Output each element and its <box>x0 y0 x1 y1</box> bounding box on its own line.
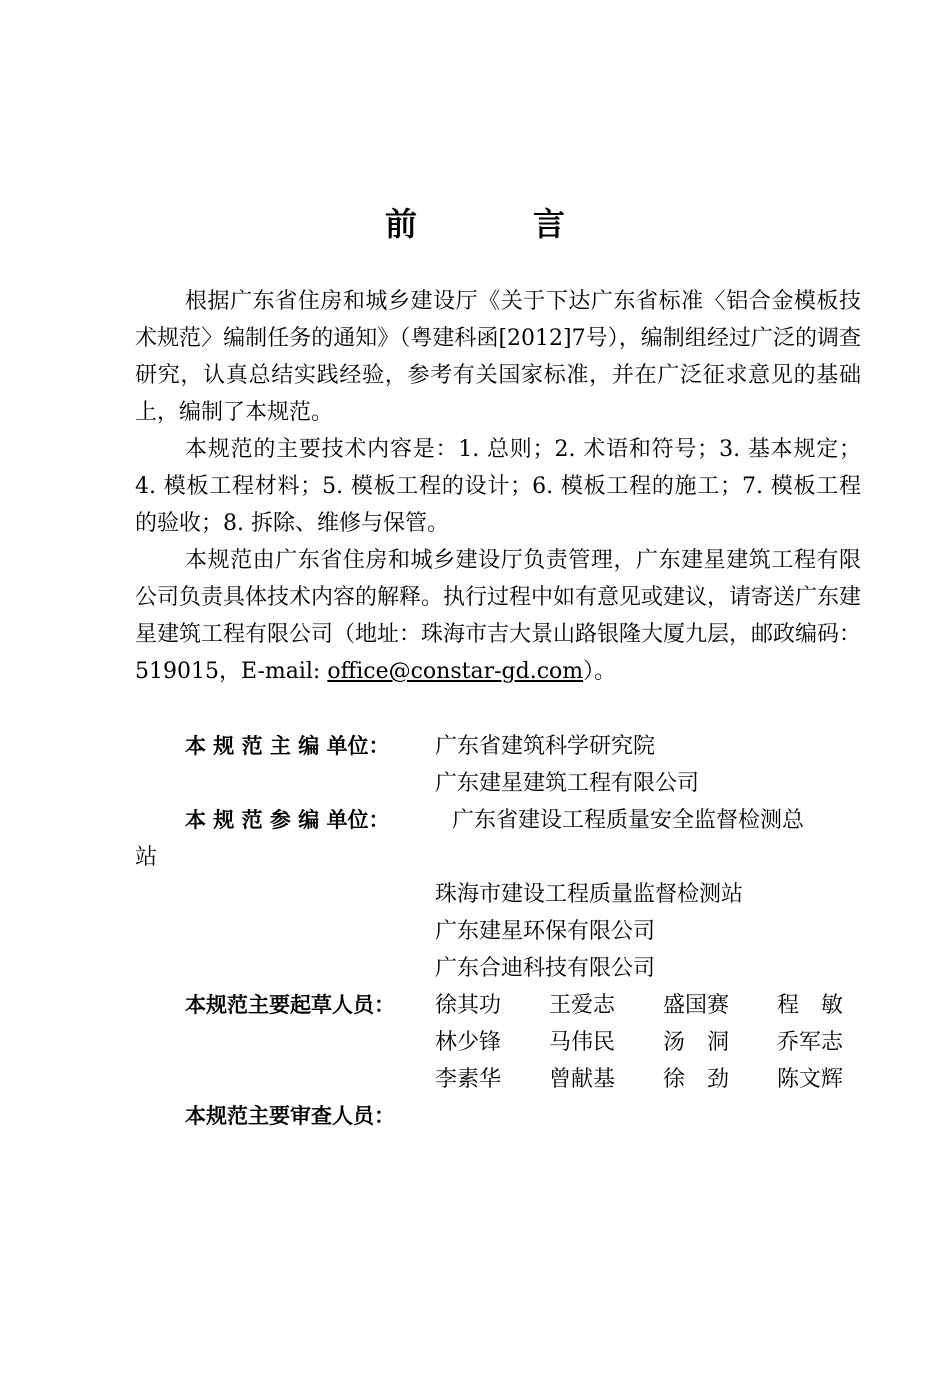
chief-editor-label: 本 规 范 主 编 单位： <box>185 734 390 758</box>
paragraph-contents: 本规范的主要技术内容是：1. 总则；2. 术语和符号；3. 基本规定；4. 模板工程材料；5. 模板工程的设计；6. 模板工程的施工；7. 模板工程的验收；8. 拆除、维修与保管。 <box>135 437 861 536</box>
participating-row <box>135 802 861 839</box>
email-link[interactable]: office@constar-gd.com <box>327 659 584 684</box>
participating-unit: 珠海市建设工程质量监督检测站 <box>435 882 744 907</box>
drafters-row <box>135 1024 861 1061</box>
drafters-names <box>435 1061 891 1098</box>
person-name: 陈文辉 <box>777 1067 844 1092</box>
drafters-names <box>435 987 891 1024</box>
participating-unit: 广东建星环保有限公司 <box>435 919 656 944</box>
drafters-names <box>435 1024 891 1061</box>
chief-editor-row <box>135 765 861 802</box>
participating-row <box>135 839 861 876</box>
chief-editor-unit: 广东建星建筑工程有限公司 <box>435 771 700 796</box>
person-name: 程 敏 <box>777 993 844 1018</box>
person-name: 曾献基 <box>549 1067 616 1092</box>
participating-unit-wrap: 站 <box>135 845 158 870</box>
paragraph-background: 根据广东省住房和城乡建设厅《关于下达广东省标准〈铝合金模板技术规范〉编制任务的通知》（粤建科函[2012]7号），编制组经过广泛的调查研究，认真总结实践经验，参考有关国家标准，并在广泛征求意见的基础上，编制了本规范。 <box>135 289 861 425</box>
person-name: 徐 劲 <box>663 1067 730 1092</box>
person-name: 乔军志 <box>777 1030 844 1055</box>
preface-body <box>135 283 861 690</box>
person-name: 徐其功 <box>435 993 502 1018</box>
person-name: 汤 洞 <box>663 1030 730 1055</box>
participating-row <box>135 950 861 987</box>
person-name: 林少锋 <box>435 1030 502 1055</box>
participating-row <box>135 876 861 913</box>
credits-section <box>135 728 861 1135</box>
paragraph-contact <box>135 542 861 690</box>
contact-text-end: ）。 <box>583 659 617 684</box>
contact-text: 本规范由广东省住房和城乡建设厅负责管理，广东建星建筑工程有限公司负责具体技术内容的解释。执行过程中如有意见或建议，请寄送广东建星建筑工程有限公司（地址：珠海市吉大景山路银隆大厦九层，邮政编码：519015，E-mail: <box>135 548 862 684</box>
person-name: 王爱志 <box>549 993 616 1018</box>
participating-row <box>135 913 861 950</box>
chief-editor-unit: 广东省建筑科学研究院 <box>435 734 656 759</box>
drafters-label: 本规范主要起草人员： <box>185 993 395 1017</box>
participating-unit: 广东省建设工程质量安全监督检测总 <box>452 808 805 833</box>
drafters-row <box>135 1061 861 1098</box>
reviewers-label: 本规范主要审查人员： <box>185 1104 395 1128</box>
person-name: 马伟民 <box>549 1030 616 1055</box>
person-name: 盛国赛 <box>663 993 730 1018</box>
chief-editor-row <box>135 728 861 765</box>
participating-label: 本 规 范 参 编 单位： <box>185 808 390 832</box>
page-title: 前 言 <box>384 205 607 243</box>
person-name: 李素华 <box>435 1067 502 1092</box>
reviewers-row <box>135 1098 861 1135</box>
participating-unit: 广东合迪科技有限公司 <box>435 956 656 981</box>
drafters-row <box>135 987 861 1024</box>
